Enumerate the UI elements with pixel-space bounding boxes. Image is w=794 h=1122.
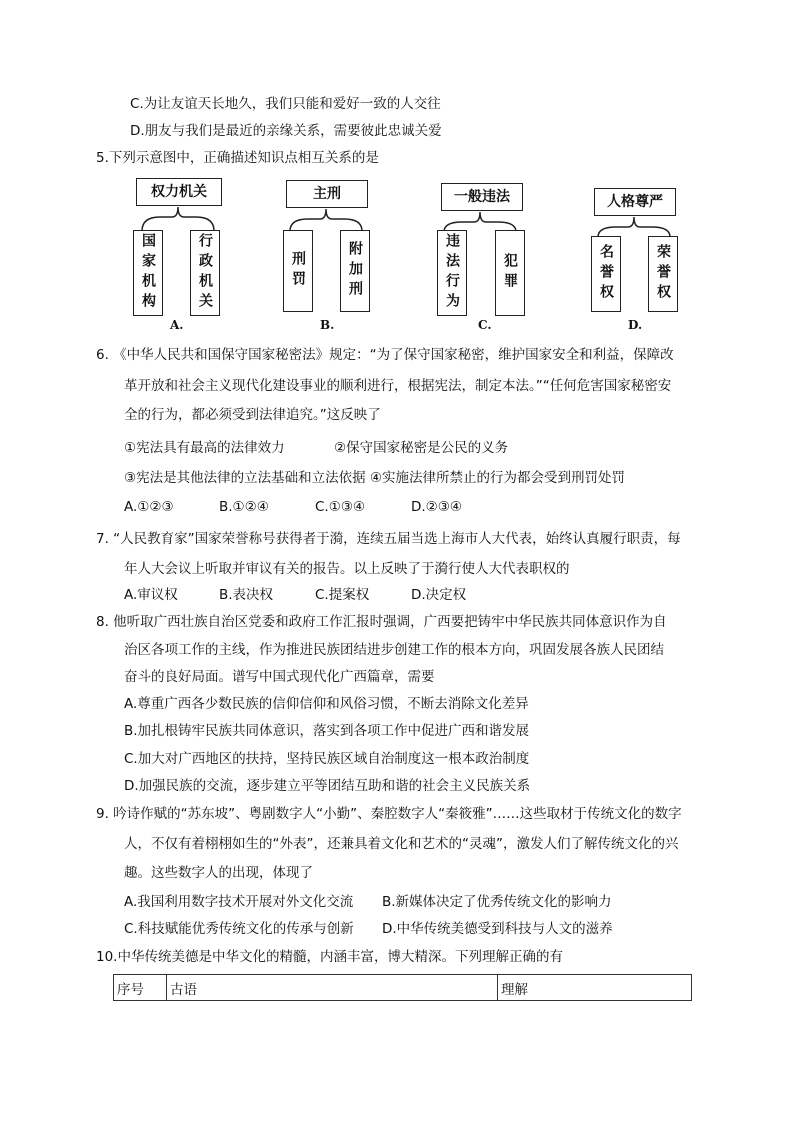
diagram-a-right: 行政机关: [190, 230, 220, 316]
diagram-b-left: 刑罚: [283, 230, 313, 312]
q8-stem-line1: 8. 他听取广西壮族自治区党委和政府工作汇报时强调，广西要把铸牢中华民族共同体意识作为自: [96, 614, 667, 630]
q7-option-c: C.提案权: [315, 587, 370, 603]
q7-stem-line2: 年人大会议上听取并审议有关的报告。以上反映了于漪行使人大代表职权的: [124, 561, 570, 577]
diagram-d-left: 名誉权: [591, 236, 621, 312]
q6-statement-1: ①宪法具有最高的法律效力: [124, 440, 285, 456]
q8-stem-line2: 治区各项工作的主线，作为推进民族团结进步创建工作的根本方向，巩固发展各族人民团结: [124, 642, 664, 658]
q7-option-b: B.表决权: [219, 587, 274, 603]
q10-table: [113, 974, 692, 1001]
q6-stem-line2: 革开放和社会主义现代化建设事业的顺利进行，根据宪法，制定本法。”“任何危害国家秘密安: [124, 378, 672, 394]
q9-option-a: A.我国利用数字技术开展对外文化交流: [124, 894, 354, 910]
diagram-d-label: D.: [628, 318, 643, 332]
q8-option-c: C.加大对广西地区的扶持，坚持民族区域自治制度这一根本政治制度: [124, 751, 530, 767]
q5-stem: 5.下列示意图中，正确描述知识点相互关系的是: [96, 150, 379, 166]
diagram-c-right: 犯罪: [495, 230, 525, 316]
diagram-b-label: B.: [320, 318, 335, 332]
q9-stem-line2: 人，不仅有着栩栩如生的“外表”，还兼具着文化和艺术的“灵魂”，激发人们了解传统文化的兴: [124, 836, 679, 852]
diagram-b-top: 主刑: [286, 180, 368, 208]
q9-stem-line3: 趣。这些数字人的出现，体现了: [124, 865, 313, 881]
diagram-c-label: C.: [478, 318, 492, 332]
q8-option-b: B.加扎根铸牢民族共同体意识，落实到各项工作中促进广西和谐发展: [124, 723, 530, 739]
diagram-c-left: 违法行为: [437, 230, 467, 316]
q7-option-d: D.决定权: [411, 587, 467, 603]
diagram-a-label: A.: [170, 318, 184, 332]
diagram-b-right: 附加刑: [340, 230, 370, 312]
diagram-d-top: 人格尊严: [594, 188, 676, 216]
table-header-index: 序号: [114, 975, 167, 1001]
q8-option-a: A.尊重广西各少数民族的信仰信仰和风俗习惯，不断去消除文化差异: [124, 696, 529, 712]
q8-stem-line3: 奋斗的良好局面。谱写中国式现代化广西篇章，需要: [124, 669, 435, 685]
q9-option-b: B.新媒体决定了优秀传统文化的影响力: [382, 894, 612, 910]
q8-option-d: D.加强民族的交流，逐步建立平等团结互助和谐的社会主义民族关系: [124, 778, 531, 794]
q7-stem-line1: 7. “人民教育家”国家荣誉称号获得者于漪，连续五届当选上海市人大代表，始终认真履行职责，每: [96, 531, 681, 547]
table-header-row: [114, 975, 692, 1001]
q6-stem-line1: 6. 《中华人民共和国保守国家秘密法》规定：“为了保守国家秘密，维护国家安全和利益，保障改: [96, 347, 674, 363]
q4-option-c: C.为让友谊天长地久，我们只能和爱好一致的人交往: [130, 96, 441, 112]
q6-stem-line3: 全的行为，都必须受到法律追究。”这反映了: [124, 407, 381, 423]
diagram-a-brace: [130, 205, 230, 233]
table-header-understanding: 理解: [498, 975, 692, 1001]
q6-option-c: C.①③④: [315, 499, 366, 515]
q9-option-c: C.科技赋能优秀传统文化的传承与创新: [124, 921, 354, 937]
diagram-a-left: 国家机构: [133, 230, 163, 316]
q6-option-d: D.②③④: [411, 499, 462, 515]
q6-option-a: A.①②③: [124, 499, 174, 515]
q6-statement-2: ②保守国家秘密是公民的义务: [334, 440, 509, 456]
diagram-d-right: 荣誉权: [648, 236, 678, 312]
q9-option-d: D.中华传统美德受到科技与人文的滋养: [382, 921, 613, 937]
q9-stem-line1: 9. 吟诗作赋的“苏东坡”、粤剧数字人“小勤”、秦腔数字人“秦筱雅”……这些取材于传统文化的数字: [96, 806, 682, 822]
table-header-quote: 古语: [167, 975, 498, 1001]
q6-statement-3-4: ③宪法是其他法律的立法基础和立法依据 ④实施法律所禁止的行为都会受到刑罚处罚: [124, 470, 625, 486]
q10-stem: 10.中华传统美德是中华文化的精髓，内涵丰富，博大精深。下列理解正确的有: [96, 949, 563, 965]
diagram-c-top: 一般违法: [441, 183, 523, 211]
q7-option-a: A.审议权: [124, 587, 178, 603]
q6-option-b: B.①②④: [219, 499, 269, 515]
q4-option-d: D.朋友与我们是最近的亲缘关系，需要彼此忠诚关爱: [130, 123, 442, 139]
diagram-a-top: 权力机关: [136, 178, 222, 206]
